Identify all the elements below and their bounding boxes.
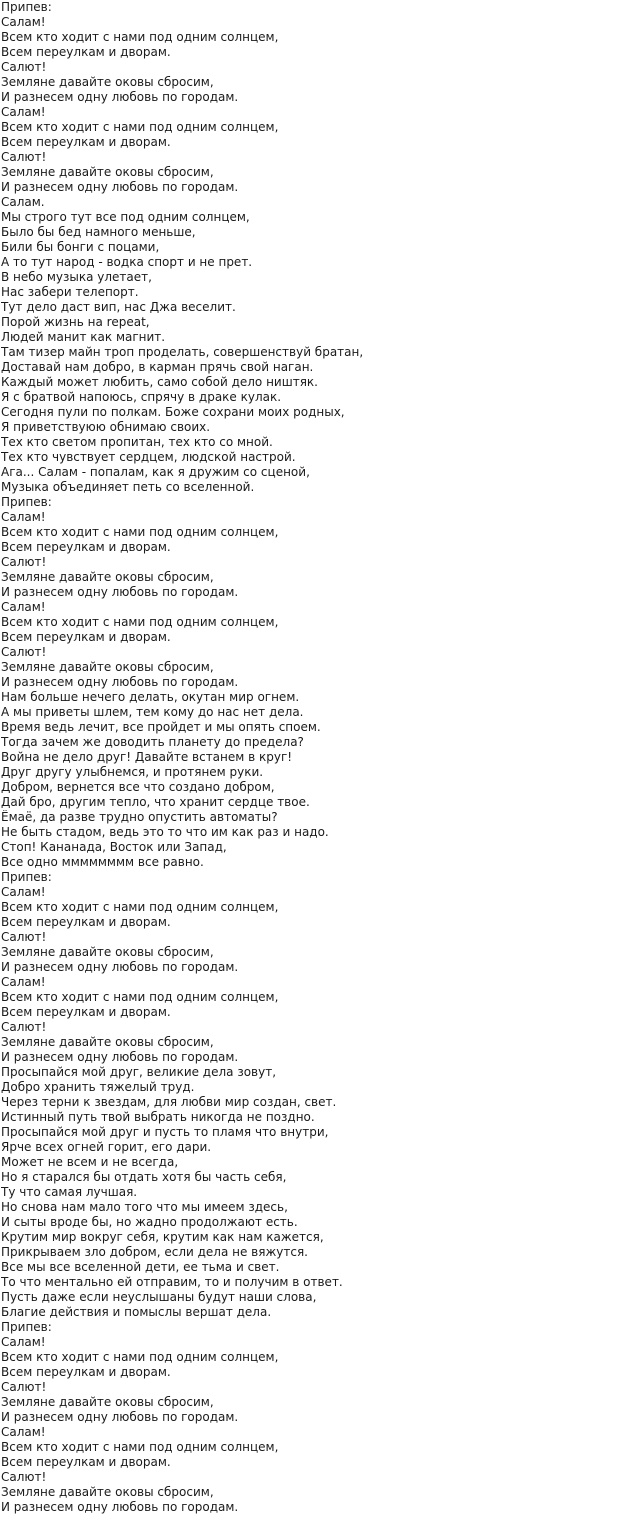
lyrics-line: Каждый может любить, само собой дело ништяк. bbox=[1, 375, 318, 389]
lyrics-line: Пусть даже если неуслышаны будут наши слова, bbox=[1, 1290, 317, 1304]
lyrics-line: Припев: bbox=[1, 870, 52, 884]
lyrics-line: Музыка объединяет петь со вселенной. bbox=[1, 480, 255, 494]
lyrics-line: Людей манит как магнит. bbox=[1, 330, 166, 344]
lyrics-line: Тут дело даст вип, нас Джа веселит. bbox=[1, 300, 236, 314]
lyrics-line: Я приветствуюю обнимаю своих. bbox=[1, 420, 211, 434]
lyrics-line: Салам! bbox=[1, 1335, 46, 1349]
lyrics-line: Мы строго тут все под одним солнцем, bbox=[1, 210, 250, 224]
lyrics-line: Салют! bbox=[1, 930, 47, 944]
lyrics-line: Было бы бед намного меньше, bbox=[1, 225, 196, 239]
lyrics-line: Через терни к звездам, для любви мир создан, свет. bbox=[1, 1095, 337, 1109]
lyrics-line: Салам! bbox=[1, 600, 46, 614]
lyrics-line: Всем кто ходит с нами под одним солнцем, bbox=[1, 1440, 279, 1454]
lyrics-line: И разнесем одну любовь по городам. bbox=[1, 1410, 239, 1424]
lyrics-line: Земляне давайте оковы сбросим, bbox=[1, 1485, 214, 1499]
lyrics-line: Всем кто ходит с нами под одним солнцем, bbox=[1, 900, 279, 914]
lyrics-line: Всем кто ходит с нами под одним солнцем, bbox=[1, 990, 279, 1004]
lyrics-line: Салют! bbox=[1, 1380, 47, 1394]
lyrics-line: Всем переулкам и дворам. bbox=[1, 45, 171, 59]
lyrics-line: И разнесем одну любовь по городам. bbox=[1, 675, 239, 689]
lyrics-line: Но я старался бы отдать хотя бы часть себя, bbox=[1, 1170, 287, 1184]
lyrics-line: А мы приветы шлем, тем кому до нас нет дела. bbox=[1, 705, 304, 719]
lyrics-line: Стоп! Кананада, Восток или Запад, bbox=[1, 840, 227, 854]
lyrics-line: Земляне давайте оковы сбросим, bbox=[1, 1395, 214, 1409]
lyrics-line: Всем переулкам и дворам. bbox=[1, 540, 171, 554]
lyrics-line: Земляне давайте оковы сбросим, bbox=[1, 660, 214, 674]
lyrics-line: Салам! bbox=[1, 885, 46, 899]
lyrics-line: Салют! bbox=[1, 60, 47, 74]
lyrics-line: И разнесем одну любовь по городам. bbox=[1, 90, 239, 104]
lyrics-line: Все мы все вселенной дети, ее тьма и свет. bbox=[1, 1260, 280, 1274]
lyrics-line: Сегодня пули по полкам. Боже сохрани моих родных, bbox=[1, 405, 345, 419]
lyrics-line: Всем переулкам и дворам. bbox=[1, 1365, 171, 1379]
lyrics-line: Тех кто чувствует сердцем, людской настрой. bbox=[1, 450, 296, 464]
lyrics-line: Всем переулкам и дворам. bbox=[1, 630, 171, 644]
lyrics-line: Просыпайся мой друг и пусть то пламя что внутри, bbox=[1, 1125, 329, 1139]
lyrics-line: Припев: bbox=[1, 495, 52, 509]
lyrics-line: Салют! bbox=[1, 150, 47, 164]
lyrics-line: Салам. bbox=[1, 195, 45, 209]
lyrics-line: Салют! bbox=[1, 645, 47, 659]
lyrics-line: И разнесем одну любовь по городам. bbox=[1, 960, 239, 974]
lyrics-line: Всем переулкам и дворам. bbox=[1, 1005, 171, 1019]
lyrics-line: Всем кто ходит с нами под одним солнцем, bbox=[1, 30, 279, 44]
lyrics-line: Доставай нам добро, в карман прячь свой наган. bbox=[1, 360, 314, 374]
lyrics-line: Всем кто ходит с нами под одним солнцем, bbox=[1, 120, 279, 134]
lyrics-line: Прикрываем зло добром, если дела не вяжутся. bbox=[1, 1245, 308, 1259]
lyrics-line: Всем кто ходит с нами под одним солнцем, bbox=[1, 1350, 279, 1364]
lyrics-line: Всем переулкам и дворам. bbox=[1, 135, 171, 149]
lyrics-line: Нам больше нечего делать, окутан мир огнем. bbox=[1, 690, 300, 704]
lyrics-line: Припев: bbox=[1, 1320, 52, 1334]
lyrics-line: Ёмаё, да разве трудно опустить автоматы? bbox=[1, 810, 278, 824]
lyrics-line: Ярче всех огней горит, его дари. bbox=[1, 1140, 212, 1154]
lyrics-line: Не быть стадом, ведь это то что им как раз и надо. bbox=[1, 825, 329, 839]
lyrics-line: Тех кто светом пропитан, тех кто со мной. bbox=[1, 435, 273, 449]
lyrics-line: Земляне давайте оковы сбросим, bbox=[1, 165, 214, 179]
lyrics-line: Все одно мммммммм все равно. bbox=[1, 855, 204, 869]
lyrics-line: Били бы бонги с поцами, bbox=[1, 240, 160, 254]
lyrics-line: И сыты вроде бы, но жадно продолжают есть. bbox=[1, 1215, 298, 1229]
lyrics-line: Порой жизнь на repeat, bbox=[1, 315, 150, 329]
lyrics-line: Салют! bbox=[1, 1020, 47, 1034]
lyrics-line: Друг другу улыбнемся, и протянем руки. bbox=[1, 765, 264, 779]
lyrics-line: И разнесем одну любовь по городам. bbox=[1, 585, 239, 599]
lyrics-line: Истинный путь твой выбрать никогда не поздно. bbox=[1, 1110, 315, 1124]
lyrics-line: В небо музыка улетает, bbox=[1, 270, 152, 284]
lyrics-line: Я с братвой напоюсь, спрячу в драке кулак. bbox=[1, 390, 282, 404]
lyrics-line: Салам! bbox=[1, 510, 46, 524]
lyrics-line: Там тизер майн троп проделать, совершенствуй братан, bbox=[1, 345, 364, 359]
lyrics-line: Добро хранить тяжелый труд. bbox=[1, 1080, 195, 1094]
lyrics-line: Время ведь лечит, все пройдет и мы опять споем. bbox=[1, 720, 321, 734]
lyrics-line: Нас забери телепорт. bbox=[1, 285, 139, 299]
lyrics-line: Благие действия и помыслы вершат дела. bbox=[1, 1305, 272, 1319]
lyrics-line: Тогда зачем же доводить планету до предела? bbox=[1, 735, 304, 749]
lyrics-line: То что ментально ей отправим, то и получим в ответ. bbox=[1, 1275, 343, 1289]
lyrics-line: Земляне давайте оковы сбросим, bbox=[1, 945, 214, 959]
lyrics-line: Добром, вернется все что создано добром, bbox=[1, 780, 275, 794]
lyrics-line: Салют! bbox=[1, 555, 47, 569]
lyrics-text bbox=[1, 0, 635, 1515]
lyrics-line: Салам! bbox=[1, 975, 46, 989]
lyrics-line: Но снова нам мало того что мы имеем здесь, bbox=[1, 1200, 288, 1214]
lyrics-line: Всем кто ходит с нами под одним солнцем, bbox=[1, 615, 279, 629]
lyrics-line: Просыпайся мой друг, великие дела зовут, bbox=[1, 1065, 277, 1079]
lyrics-line: Салам! bbox=[1, 1425, 46, 1439]
lyrics-line: Ту что самая лучшая. bbox=[1, 1185, 138, 1199]
lyrics-line: И разнесем одну любовь по городам. bbox=[1, 1050, 239, 1064]
lyrics-line: Салют! bbox=[1, 1470, 47, 1484]
lyrics-line: Война не дело друг! Давайте встанем в круг! bbox=[1, 750, 293, 764]
lyrics-line: И разнесем одну любовь по городам. bbox=[1, 180, 239, 194]
lyrics-line: Всем переулкам и дворам. bbox=[1, 1455, 171, 1469]
lyrics-line: Припев: bbox=[1, 0, 52, 14]
lyrics-line: Всем кто ходит с нами под одним солнцем, bbox=[1, 525, 279, 539]
lyrics-line: И разнесем одну любовь по городам. bbox=[1, 1500, 239, 1514]
lyrics-line: Салам! bbox=[1, 15, 46, 29]
lyrics-line: Земляне давайте оковы сбросим, bbox=[1, 1035, 214, 1049]
lyrics-line: Крутим мир вокруг себя, крутим как нам кажется, bbox=[1, 1230, 324, 1244]
lyrics-line: Ага... Салам - попалам, как я дружим со сценой, bbox=[1, 465, 310, 479]
lyrics-line: Всем переулкам и дворам. bbox=[1, 915, 171, 929]
lyrics-line: Земляне давайте оковы сбросим, bbox=[1, 75, 214, 89]
lyrics-line: Салам! bbox=[1, 105, 46, 119]
lyrics-line: А то тут народ - водка спорт и не прет. bbox=[1, 255, 253, 269]
lyrics-line: Может не всем и не всегда, bbox=[1, 1155, 179, 1169]
lyrics-line: Земляне давайте оковы сбросим, bbox=[1, 570, 214, 584]
lyrics-line: Дай бро, другим тепло, что хранит сердце твое. bbox=[1, 795, 310, 809]
